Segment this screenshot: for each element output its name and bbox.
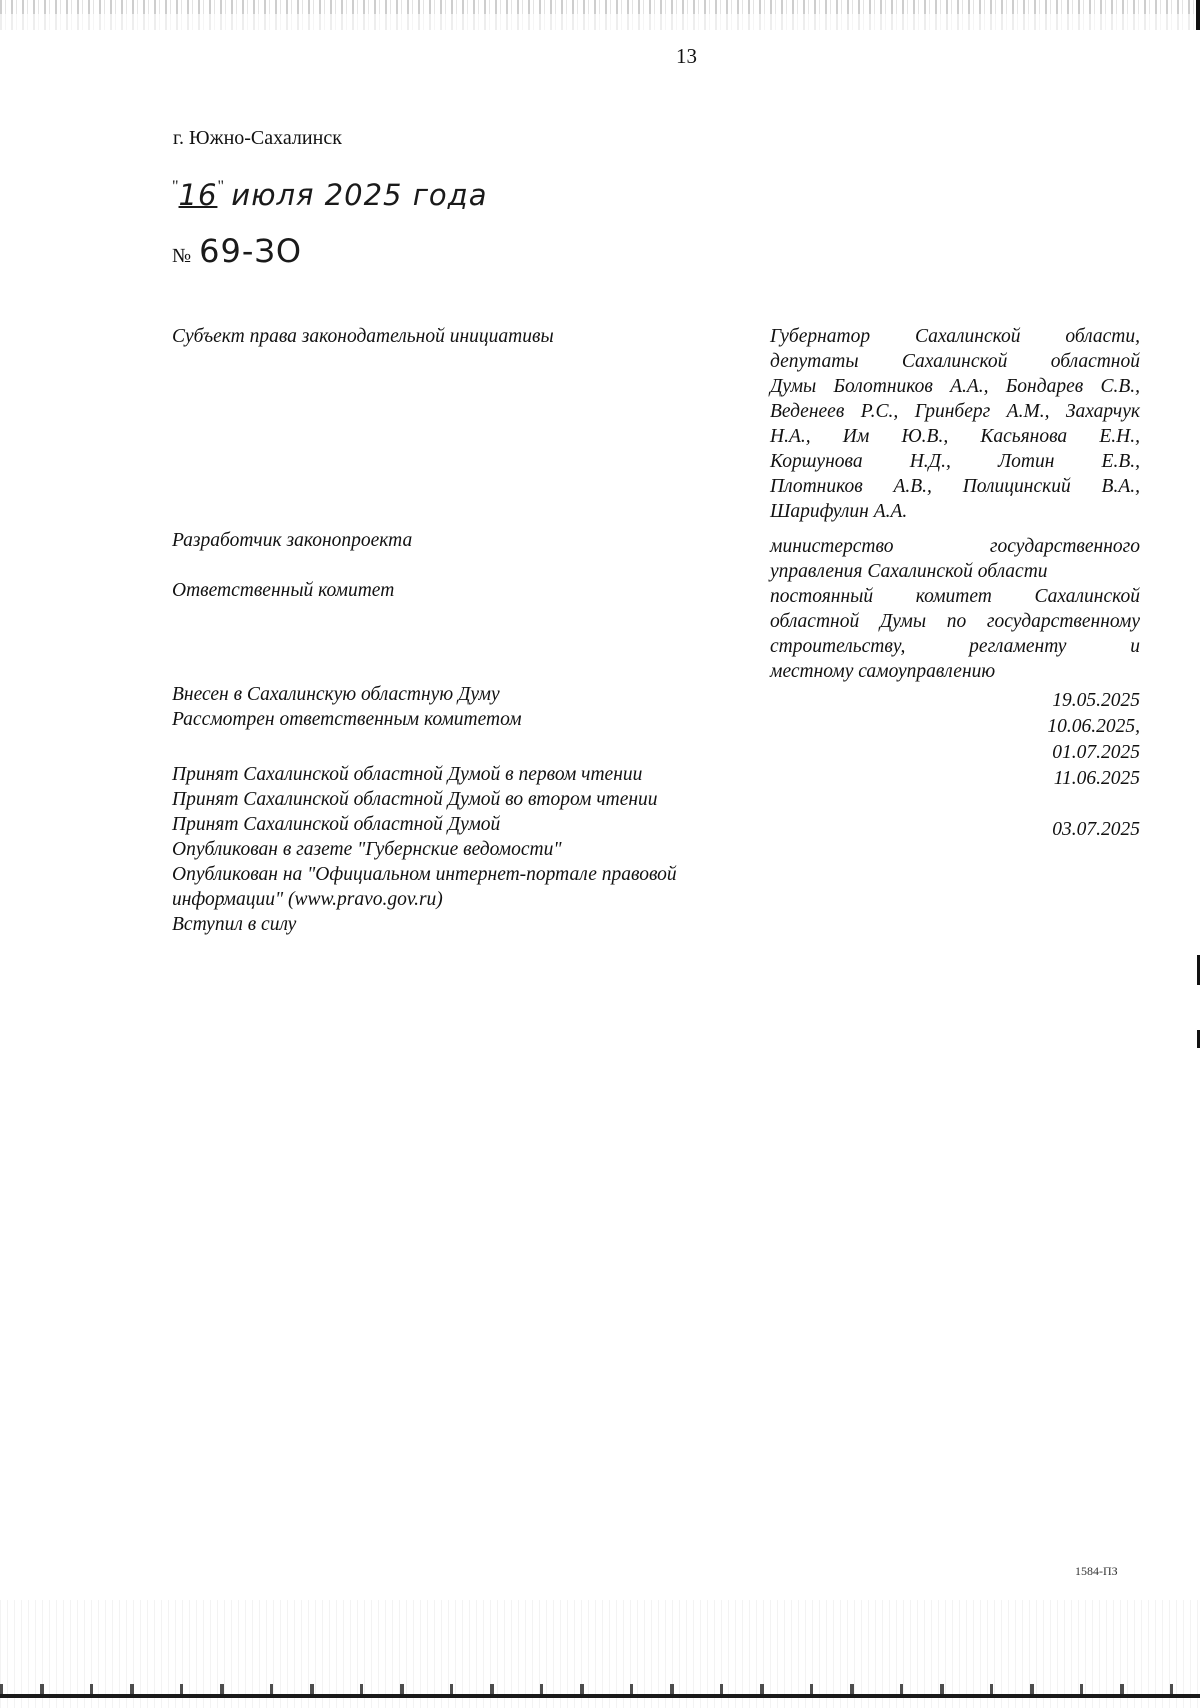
initiative-line: Плотников А.В., Полицинский В.А., bbox=[770, 476, 1140, 497]
initiative-line: Коршунова Н.Д., Лотин Е.В., bbox=[770, 451, 1140, 472]
scan-bottom-bar bbox=[0, 1694, 1200, 1698]
event-label-second-reading: Принят Сахалинской областной Думой во втором чтении bbox=[172, 789, 658, 810]
number-value: 69-ЗО bbox=[199, 232, 303, 270]
initiative-line: Шарифулин А.А. bbox=[770, 501, 908, 522]
date-close-quote: " bbox=[217, 178, 224, 195]
event-label-published-portal: Опубликован на "Официальном интернет-портале правовой bbox=[172, 864, 677, 885]
event-date-considered-2: 01.07.2025 bbox=[1052, 742, 1140, 763]
city-line: г. Южно-Сахалинск bbox=[173, 127, 342, 149]
initiative-line: Губернатор Сахалинской области, bbox=[770, 326, 1140, 347]
signing-date bbox=[172, 178, 488, 213]
date-open-quote: " bbox=[172, 178, 179, 195]
number-label: № bbox=[172, 245, 192, 267]
page-number: 13 bbox=[676, 44, 697, 68]
initiative-value bbox=[770, 324, 1140, 524]
committee-line: постоянный комитет Сахалинской bbox=[770, 586, 1140, 607]
date-day: 16 bbox=[178, 178, 218, 212]
law-number bbox=[172, 232, 302, 270]
document-code: 1584-ПЗ bbox=[1075, 1564, 1118, 1578]
event-label-considered: Рассмотрен ответственным комитетом bbox=[172, 709, 522, 730]
initiative-line: депутаты Сахалинской областной bbox=[770, 351, 1140, 372]
event-label-submitted: Внесен в Сахалинскую областную Думу bbox=[172, 684, 500, 705]
initiative-label: Субъект права законодательной инициативы bbox=[172, 326, 554, 347]
event-date-adopted: 03.07.2025 bbox=[1052, 819, 1140, 840]
initiative-line: Думы Болотников А.А., Бондарев С.В., bbox=[770, 376, 1140, 397]
event-label-published-newspaper: Опубликован в газете "Губернские ведомости" bbox=[172, 839, 562, 860]
developer-label: Разработчик законопроекта bbox=[172, 530, 413, 551]
committee-label: Ответственный комитет bbox=[172, 580, 395, 601]
committee-line: областной Думы по государственному bbox=[770, 611, 1140, 632]
initiative-line: Н.А., Им Ю.В., Касьянова Е.Н., bbox=[770, 426, 1140, 447]
scan-edge-ticks bbox=[0, 1684, 1200, 1694]
event-label-adopted: Принят Сахалинской областной Думой bbox=[172, 814, 501, 835]
date-month-year: июля 2025 года bbox=[231, 178, 488, 212]
committee-line: строительству, регламенту и bbox=[770, 636, 1140, 657]
event-label-entered-force: Вступил в силу bbox=[172, 914, 297, 935]
event-label-first-reading: Принят Сахалинской областной Думой в первом чтении bbox=[172, 764, 643, 785]
committee-line: местному самоуправлению bbox=[770, 661, 996, 682]
event-date-considered-1: 10.06.2025, bbox=[1047, 716, 1140, 737]
developer-line: управления Сахалинской области bbox=[770, 561, 1048, 582]
committee-value bbox=[770, 584, 1140, 684]
event-date-submitted: 19.05.2025 bbox=[1052, 690, 1140, 711]
event-label-published-portal-cont: информации" (www.pravo.gov.ru) bbox=[172, 889, 443, 910]
event-date-first-reading: 11.06.2025 bbox=[1053, 768, 1140, 789]
developer-line: министерство государственного bbox=[770, 536, 1140, 557]
initiative-line: Веденеев Р.С., Гринберг А.М., Захарчук bbox=[770, 401, 1140, 422]
developer-value bbox=[770, 534, 1140, 584]
scan-noise-top bbox=[0, 0, 1200, 60]
scan-edge-mark bbox=[1196, 0, 1200, 30]
